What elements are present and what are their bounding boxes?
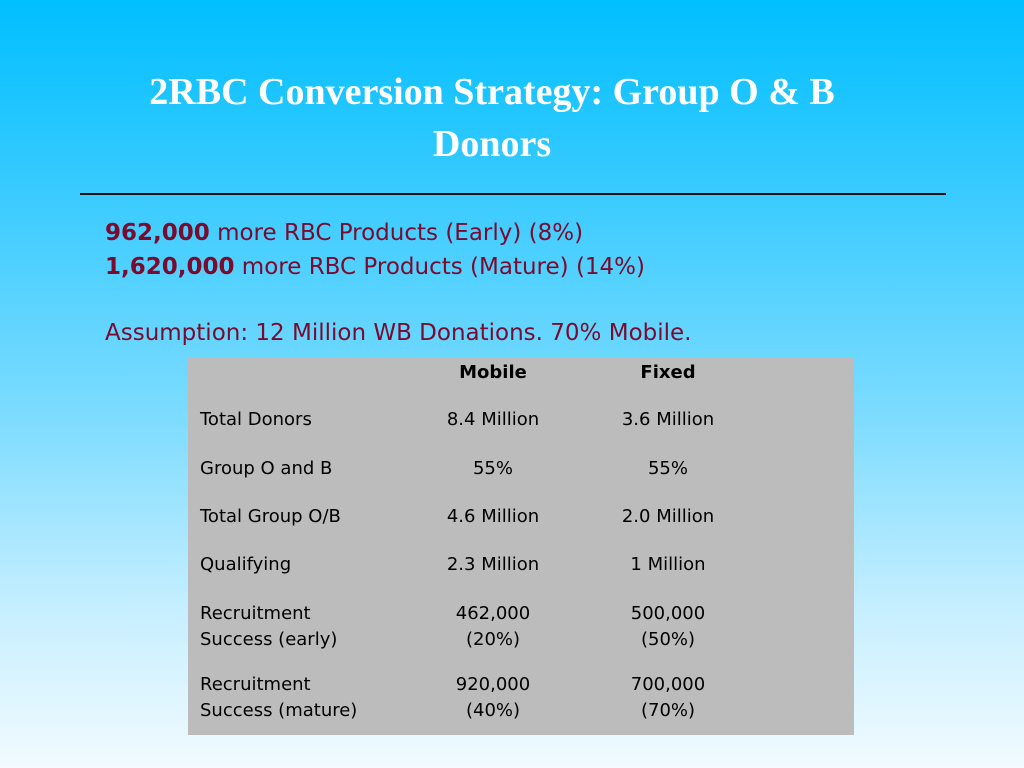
row-label-recruitment-early-line-1: Recruitment [200, 603, 311, 624]
title-divider [80, 193, 946, 195]
cell-mobile-recruitment-mature-pct: (40%) [465, 700, 521, 721]
cell-mobile-recruitment-early-pct: (20%) [465, 629, 521, 650]
column-header-fixed: Fixed [640, 362, 696, 383]
donor-table [188, 358, 854, 735]
bullet-mature [105, 250, 905, 284]
cell-mobile-total-group-ob: 4.6 Million [446, 506, 540, 527]
slide-title-line-1: 2RBC Conversion Strategy: Group O & B [149, 71, 835, 113]
cell-fixed-recruitment-early-pct: (50%) [640, 629, 696, 650]
slide-title [60, 66, 924, 170]
cell-mobile-group-o-and-b: 55% [472, 458, 513, 479]
slide-title-line-2: Donors [432, 123, 552, 165]
cell-mobile-total-donors: 8.4 Million [446, 409, 540, 430]
bullet-mature-text: more RBC Products (Mature) (14%) [234, 254, 646, 280]
cell-fixed-total-group-ob: 2.0 Million [621, 506, 715, 527]
cell-mobile-qualifying: 2.3 Million [446, 554, 540, 575]
cell-fixed-total-donors: 3.6 Million [621, 409, 715, 430]
cell-fixed-recruitment-early-value: 500,000 [630, 603, 706, 624]
bullet-early-text: more RBC Products (Early) (8%) [209, 220, 584, 246]
row-label-total-donors: Total Donors [200, 409, 312, 430]
bullet-early-number: 962,000 [105, 220, 210, 246]
row-label-recruitment-mature-line-1: Recruitment [200, 674, 311, 695]
slide-body [105, 216, 905, 350]
cell-mobile-recruitment-mature-value: 920,000 [455, 674, 531, 695]
bullet-early [105, 216, 905, 250]
row-label-total-group-ob: Total Group O/B [200, 506, 341, 527]
row-label-recruitment-early-line-2: Success (early) [200, 629, 338, 650]
cell-fixed-recruitment-mature-pct: (70%) [640, 700, 696, 721]
cell-fixed-recruitment-mature-value: 700,000 [630, 674, 706, 695]
cell-mobile-recruitment-early-value: 462,000 [455, 603, 531, 624]
cell-fixed-qualifying: 1 Million [630, 554, 706, 575]
row-label-group-o-and-b: Group O and B [200, 458, 333, 479]
assumption-text: Assumption: 12 Million WB Donations. 70% Mobile. [105, 320, 692, 346]
row-label-recruitment-mature-line-2: Success (mature) [200, 700, 358, 721]
bullet-mature-number: 1,620,000 [105, 254, 235, 280]
column-header-mobile: Mobile [459, 362, 527, 383]
cell-fixed-group-o-and-b: 55% [647, 458, 688, 479]
row-label-qualifying: Qualifying [200, 554, 292, 575]
